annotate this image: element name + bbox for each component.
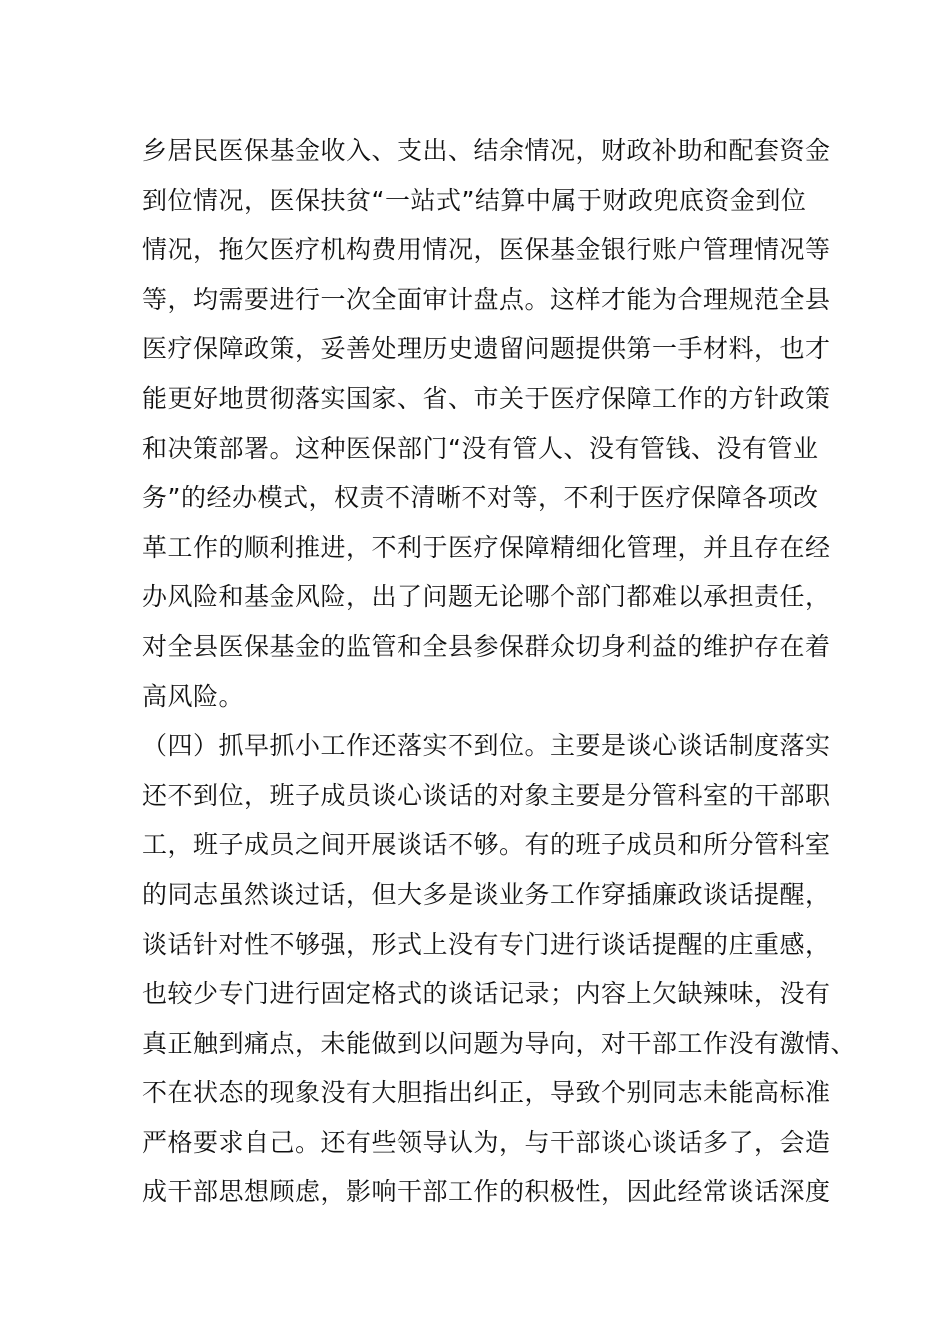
text-line: 办风险和基金风险，出了问题无论哪个部门都难以承担责任，: [142, 582, 831, 612]
text-line: 务”的经办模式，权责不清晰不对等，不利于医疗保障各项改: [142, 483, 819, 513]
text-line: 医疗保障政策，妥善处理历史遗留问题提供第一手材料，也才: [142, 334, 831, 364]
text-line: 情况，拖欠医疗机构费用情况，医保基金银行账户管理情况等: [142, 235, 831, 265]
text-line: 严格要求自己。还有些领导认为，与干部谈心谈话多了，会造: [142, 1127, 831, 1157]
text-line: 和决策部署。这种医保部门“没有管人、没有管钱、没有管业: [142, 433, 819, 463]
text-line: 成干部思想顾虑，影响干部工作的积极性，因此经常谈话深度: [142, 1177, 831, 1207]
text-line: 能更好地贯彻落实国家、省、市关于医疗保障工作的方针政策: [142, 383, 831, 413]
text-line: 还不到位，班子成员谈心谈话的对象主要是分管科室的干部职: [142, 780, 831, 810]
text-line: 真正触到痛点，未能做到以问题为导向，对干部工作没有激情、: [142, 1028, 857, 1058]
text-line: 工，班子成员之间开展谈话不够。有的班子成员和所分管科室: [142, 830, 831, 860]
text-line: 对全县医保基金的监管和全县参保群众切身利益的维护存在着: [142, 631, 831, 661]
text-line: 的同志虽然谈过话，但大多是谈业务工作穿插廉政谈话提醒，: [142, 879, 831, 909]
text-line: 等，均需要进行一次全面审计盘点。这样才能为合理规范全县: [142, 284, 831, 314]
text-line: 高风险。: [142, 681, 245, 711]
text-line: 乡居民医保基金收入、支出、结余情况，财政补助和配套资金: [142, 136, 831, 165]
text-line: 到位情况，医保扶贫“一站式”结算中属于财政兜底资金到位: [142, 185, 807, 215]
text-line: 不在状态的现象没有大胆指出纠正，导致个别同志未能高标准: [142, 1078, 831, 1108]
text-line: 革工作的顺利推进，不利于医疗保障精细化管理，并且存在经: [142, 532, 831, 562]
text-line: 谈话针对性不够强，形式上没有专门进行谈话提醒的庄重感，: [142, 929, 831, 959]
text-line: 也较少专门进行固定格式的谈话记录；内容上欠缺辣味，没有: [142, 979, 831, 1009]
section-heading-line: （四）抓早抓小工作还落实不到位。主要是谈心谈话制度落实: [142, 731, 831, 761]
body-text: [142, 126, 857, 1217]
